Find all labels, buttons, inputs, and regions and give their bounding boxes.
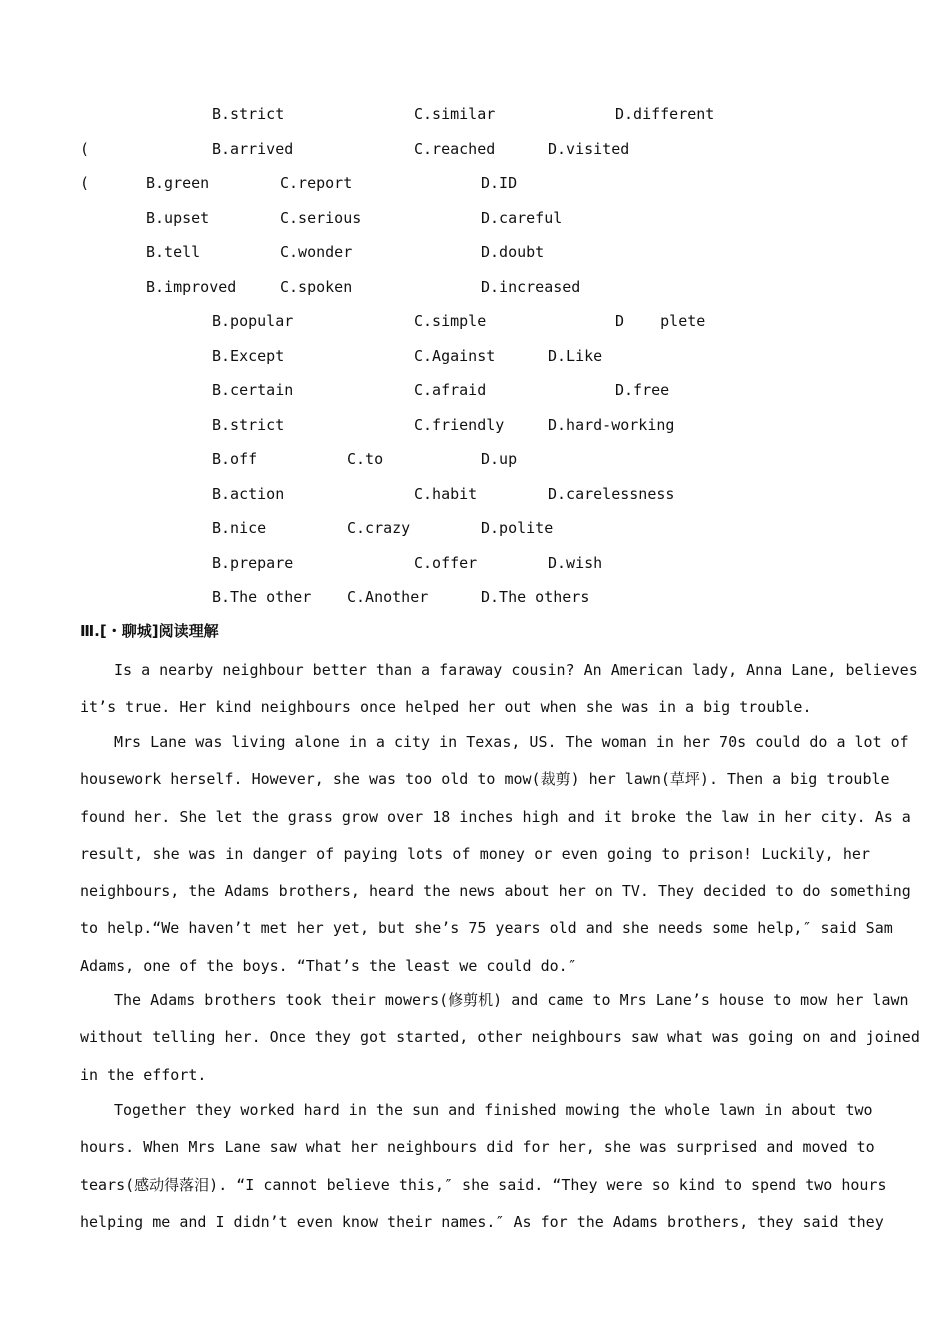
- option-d: D.polite: [481, 519, 554, 537]
- passage-line: housework herself. However, she was too old to mow(裁剪) her lawn(草坪). Then a big trouble: [80, 770, 890, 789]
- passage-line: found her. She let the grass grow over 18 inches high and it broke the law in her city. As a: [80, 807, 911, 826]
- option-b: B.action: [212, 484, 285, 503]
- option-b: B.popular: [212, 312, 294, 330]
- option-row: [0, 310, 950, 332]
- passage-line: Mrs Lane was living alone in a city in Texas, US. The woman in her 70s could do a lot of: [114, 733, 909, 751]
- passage-line: hours. When Mrs Lane saw what her neighbours did for her, she was surprised and moved to: [80, 1138, 875, 1157]
- option-c: C.Against: [414, 346, 496, 365]
- option-b: B.off: [212, 450, 258, 468]
- option-b: B.strict: [212, 415, 285, 434]
- option-c: C.Another: [347, 588, 429, 606]
- passage-line: tears(感动得落泪). “I cannot believe this,″ she said. “They were so kind to spend two hours: [80, 1175, 887, 1194]
- option-b: B.prepare: [212, 553, 294, 572]
- option-c: C.spoken: [280, 277, 353, 296]
- option-c: C.similar: [414, 105, 496, 123]
- passage-line: in the effort.: [80, 1065, 207, 1084]
- option-d: D.visited: [548, 139, 630, 158]
- option-c: C.report: [280, 174, 353, 192]
- option-b: B.green: [146, 174, 210, 192]
- passage-line: to help.“We haven’t met her yet, but she’s 75 years old and she needs some help,″ said Sam: [80, 919, 893, 938]
- option-row: [0, 241, 950, 263]
- option-c: C.simple: [414, 312, 487, 330]
- option-row: [0, 207, 950, 229]
- bracket-mark: (: [80, 139, 90, 158]
- passage-line: Adams, one of the boys. “That’s the least we could do.″: [80, 956, 577, 975]
- option-b: B.nice: [212, 519, 267, 537]
- option-b: B.Except: [212, 346, 285, 365]
- option-c: C.offer: [414, 553, 478, 572]
- option-row: [0, 345, 950, 367]
- option-row: [0, 138, 950, 160]
- passage-line: result, she was in danger of paying lots of money or even going to prison! Luckily, her: [80, 844, 870, 863]
- option-row: [0, 103, 950, 125]
- option-b: B.upset: [146, 208, 210, 227]
- option-d: D.increased: [481, 277, 581, 296]
- passage-paragraph: [80, 724, 911, 985]
- option-b: B.The other: [212, 588, 312, 606]
- option-d: D.doubt: [481, 243, 545, 261]
- option-row: [0, 379, 950, 401]
- option-c: C.crazy: [347, 519, 411, 537]
- option-row: [0, 552, 950, 574]
- option-c: C.friendly: [414, 415, 505, 434]
- option-row: [0, 586, 950, 608]
- option-row: [0, 448, 950, 470]
- passage-paragraph: [80, 1092, 887, 1241]
- option-d: D.hard-working: [548, 415, 675, 434]
- passage-line: The Adams brothers took their mowers(修剪机) and came to Mrs Lane’s house to mow her lawn: [114, 991, 909, 1009]
- option-row: [0, 517, 950, 539]
- option-row: [0, 276, 950, 298]
- option-d: D.Like: [548, 346, 603, 365]
- option-row: [0, 172, 950, 194]
- option-b: B.arrived: [212, 139, 294, 158]
- option-c: C.serious: [280, 208, 362, 227]
- passage-paragraph: [80, 982, 920, 1094]
- option-d: D.wish: [548, 553, 603, 572]
- option-c: C.to: [347, 450, 384, 468]
- option-row: [0, 414, 950, 436]
- option-d: D plete: [615, 312, 706, 330]
- passage-line: without telling her. Once they got started, other neighbours saw what was going on and joined: [80, 1028, 920, 1047]
- option-d: D.careful: [481, 208, 563, 227]
- option-d: D.The others: [481, 588, 590, 606]
- bracket-mark: (: [80, 174, 90, 192]
- option-row: [0, 483, 950, 505]
- option-b: B.tell: [146, 243, 201, 261]
- option-b: B.strict: [212, 105, 285, 123]
- option-d: D.different: [615, 105, 715, 123]
- option-b: B.improved: [146, 277, 237, 296]
- option-c: C.reached: [414, 139, 496, 158]
- option-b: B.certain: [212, 381, 294, 399]
- option-d: D.free: [615, 381, 670, 399]
- passage-line: neighbours, the Adams brothers, heard the news about her on TV. They decided to do something: [80, 882, 911, 901]
- passage-line: Is a nearby neighbour better than a faraway cousin? An American lady, Anna Lane, believes: [114, 661, 918, 679]
- option-c: C.afraid: [414, 381, 487, 399]
- passage-line: it’s true. Her kind neighbours once helped her out when she was in a big trouble.: [80, 698, 812, 717]
- passage-line: Together they worked hard in the sun and finished mowing the whole lawn in about two: [114, 1101, 873, 1119]
- section-heading: Ⅲ.[・聊城]阅读理解: [80, 622, 219, 640]
- option-c: C.habit: [414, 484, 478, 503]
- option-c: C.wonder: [280, 243, 353, 261]
- option-d: D.carelessness: [548, 484, 675, 503]
- passage-paragraph: [80, 652, 918, 727]
- option-d: D.up: [481, 450, 518, 468]
- option-d: D.ID: [481, 174, 518, 192]
- passage-line: helping me and I didn’t even know their names.″ As for the Adams brothers, they said they: [80, 1212, 884, 1231]
